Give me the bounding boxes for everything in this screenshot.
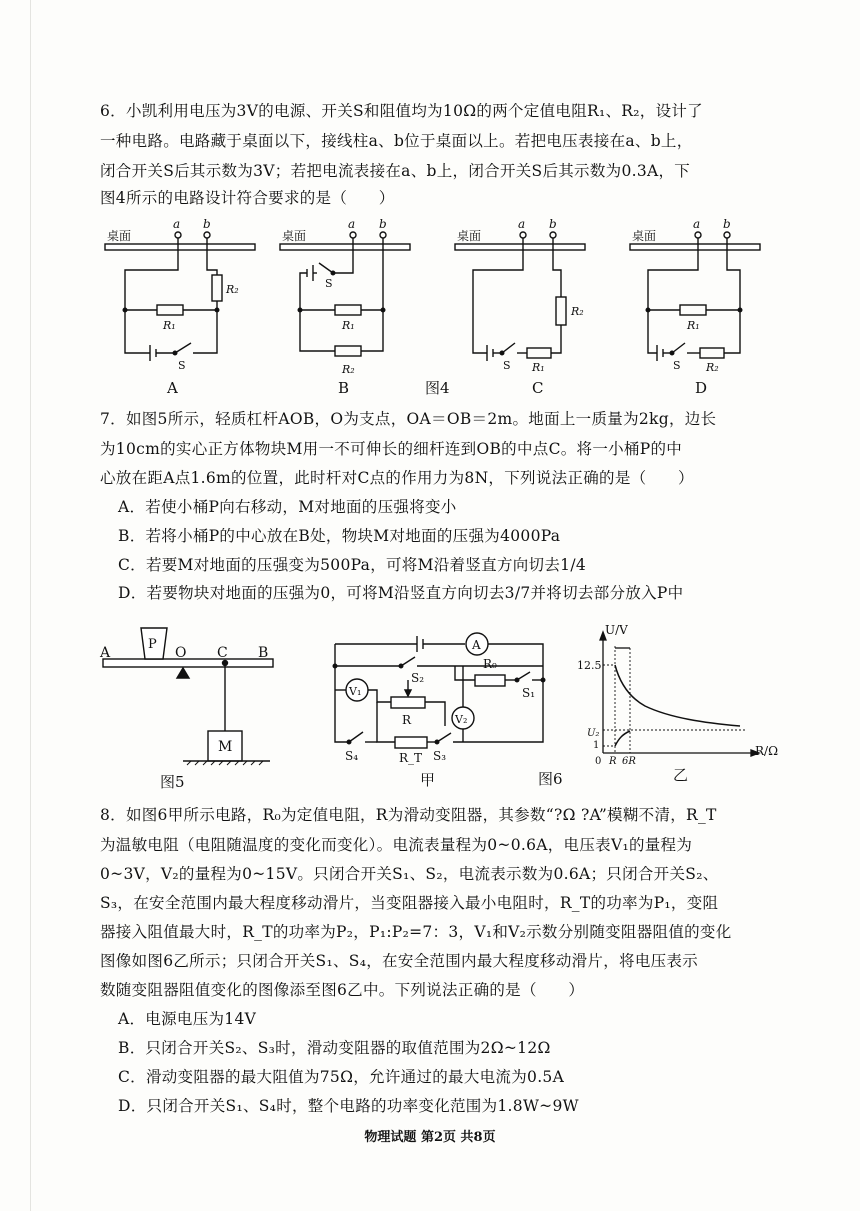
q7-line-3: 心放在距A点1.6m的位置，此时杆对C点的作用力为8N，下列说法正确的是（ ） bbox=[100, 469, 694, 487]
svg-text:0: 0 bbox=[595, 756, 602, 767]
svg-text:R_T: R_T bbox=[399, 751, 423, 765]
page-footer: 物理试题 第2页 共8页 bbox=[364, 1130, 496, 1145]
circuit-b bbox=[280, 217, 410, 397]
circuit-a bbox=[105, 217, 255, 397]
q6-line-2: 一种电路。电路藏于桌面以下，接线柱a、b位于桌面以上。若把电压表接在a、b上， bbox=[100, 132, 693, 150]
svg-text:R₂: R₂ bbox=[226, 283, 239, 296]
figure-6-jia-circuit bbox=[325, 620, 555, 790]
q7-option-c: C．若要M对地面的压强变为500Pa，可将M沿着竖直方向切去1/4 bbox=[118, 556, 587, 574]
q7-line-2: 为10cm的实心正方体物块M用一不可伸长的细杆连到OB的中点C。将一小桶P的中 bbox=[100, 440, 683, 458]
desk-label: 桌面 bbox=[107, 229, 132, 243]
q7-option-a: A．若使小桶P向右移动，M对地面的压强将变小 bbox=[118, 498, 457, 516]
svg-text:R₂: R₂ bbox=[706, 361, 719, 374]
fig6-jia-label: 甲 bbox=[420, 771, 436, 789]
circuit-c bbox=[455, 217, 585, 397]
svg-text:S: S bbox=[178, 359, 186, 372]
figure-6-caption: 图6 bbox=[538, 770, 563, 788]
svg-text:a: a bbox=[693, 217, 701, 231]
svg-text:12.5: 12.5 bbox=[577, 659, 602, 672]
svg-text:R₁: R₁ bbox=[163, 319, 176, 332]
svg-text:b: b bbox=[379, 217, 387, 231]
q7-option-d: D．若要物块对地面的压强为0，可将M沿竖直方向切去3/7并将切去部分放入P中 bbox=[118, 584, 684, 602]
bucket-label-p: P bbox=[148, 637, 157, 652]
q7-line-1: 7．如图5所示，轻质杠杆AOB，O为支点，OA＝OB＝2m。地面上一质量为2kg，边长 bbox=[100, 410, 717, 428]
svg-text:R₁: R₁ bbox=[687, 319, 700, 332]
q6-line-3: 闭合开关S后其示数为3V；若把电流表接在a、b上，闭合开关S后其示数为0.3A，下 bbox=[100, 162, 691, 180]
svg-text:S: S bbox=[325, 277, 333, 290]
q8-line-4: S₃，在安全范围内最大程度移动滑片，当变阻器接入最小电阻时，R_T的功率为P₁，变阻 bbox=[100, 894, 719, 912]
svg-text:R₂: R₂ bbox=[342, 363, 355, 376]
svg-text:b: b bbox=[203, 217, 211, 231]
figure-4-label: 图4 bbox=[425, 379, 450, 397]
q7-option-b: B．若将小桶P的中心放在B处，物块M对地面的压强为4000Pa bbox=[118, 527, 561, 545]
lever-label-c: C bbox=[217, 645, 228, 661]
figure-5-caption: 图5 bbox=[160, 773, 185, 790]
svg-text:R: R bbox=[609, 756, 617, 767]
svg-text:S₄: S₄ bbox=[345, 749, 359, 763]
svg-text:1: 1 bbox=[593, 740, 600, 751]
svg-text:R₁: R₁ bbox=[532, 361, 545, 374]
scan-edge bbox=[30, 0, 31, 1211]
q8-line-6: 图像如图6乙所示；只闭合开关S₁、S₄，在安全范围内最大程度移动滑片，将电压表示 bbox=[100, 952, 699, 970]
svg-text:桌面: 桌面 bbox=[282, 229, 307, 243]
svg-text:b: b bbox=[723, 217, 731, 231]
svg-text:桌面: 桌面 bbox=[632, 229, 657, 243]
caption-a: A bbox=[167, 379, 178, 397]
ammeter-label: A bbox=[472, 638, 481, 652]
svg-text:a: a bbox=[518, 217, 526, 231]
svg-text:U/V: U/V bbox=[605, 623, 628, 637]
figure-4-circuits bbox=[95, 215, 775, 400]
svg-text:R₂: R₂ bbox=[571, 305, 584, 318]
q8-line-5: 器接入阻值最大时，R_T的功率为P₂，P₁:P₂=7：3，V₁和V₂示数分别随变阻器阻值的变化 bbox=[100, 923, 732, 941]
figure-5-lever bbox=[95, 615, 290, 790]
svg-text:6R: 6R bbox=[622, 756, 636, 767]
lever-label-o: O bbox=[175, 645, 187, 661]
svg-text:桌面: 桌面 bbox=[457, 229, 482, 243]
q6-line-4: 图4所示的电路设计符合要求的是（ ） bbox=[100, 189, 395, 207]
svg-text:R: R bbox=[402, 713, 412, 727]
lever-label-a: A bbox=[100, 645, 111, 661]
svg-text:S₁: S₁ bbox=[522, 686, 536, 700]
svg-text:S: S bbox=[673, 359, 681, 372]
q8-line-3: 0~3V，V₂的量程为0~15V。只闭合开关S₁、S₂，电流表示数为0.6A；只闭合开关S₂、 bbox=[100, 865, 719, 883]
svg-text:V₂: V₂ bbox=[455, 713, 468, 726]
lever-label-b: B bbox=[258, 645, 269, 661]
q8-option-a: A．电源电压为14V bbox=[118, 1010, 257, 1028]
q8-line-7: 数随变阻器阻值变化的图像添至图6乙中。下列说法正确的是（ ） bbox=[100, 981, 585, 999]
svg-text:S₂: S₂ bbox=[411, 671, 425, 685]
svg-text:R/Ω: R/Ω bbox=[755, 744, 779, 758]
svg-text:R₁: R₁ bbox=[342, 319, 355, 332]
circuit-d bbox=[630, 217, 760, 397]
q8-option-d: D．只闭合开关S₁、S₄时，整个电路的功率变化范围为1.8W~9W bbox=[118, 1097, 579, 1115]
svg-text:R₀: R₀ bbox=[483, 657, 497, 671]
q8-option-c: C．滑动变阻器的最大阻值为75Ω，允许通过的最大电流为0.5A bbox=[118, 1068, 565, 1086]
figure-6-yi-graph bbox=[575, 618, 785, 793]
svg-text:S₃: S₃ bbox=[433, 749, 447, 763]
q8-line-2: 为温敏电阻（电阻随温度的变化而变化）。电流表量程为0~0.6A，电压表V₁的量程为 bbox=[100, 836, 693, 854]
q6-line-1: 6．小凯利用电压为3V的电源、开关S和阻值均为10Ω的两个定值电阻R₁、R₂，设计了 bbox=[100, 102, 703, 120]
caption-d: D bbox=[695, 379, 708, 397]
svg-text:a: a bbox=[173, 217, 181, 231]
svg-text:V₁: V₁ bbox=[349, 685, 362, 698]
block-label-m: M bbox=[218, 739, 233, 755]
svg-text:S: S bbox=[503, 359, 511, 372]
q8-line-1: 8．如图6甲所示电路，R₀为定值电阻，R为滑动变阻器，其参数“?Ω ?A”模糊不清，R_T bbox=[100, 806, 717, 824]
caption-b: B bbox=[338, 379, 350, 397]
q8-option-b: B．只闭合开关S₂、S₃时，滑动变阻器的取值范围为2Ω~12Ω bbox=[118, 1039, 551, 1057]
svg-text:U₂: U₂ bbox=[587, 728, 600, 739]
svg-text:a: a bbox=[348, 217, 356, 231]
fig6-yi-label: 乙 bbox=[673, 766, 689, 784]
caption-c: C bbox=[532, 379, 544, 397]
svg-text:b: b bbox=[549, 217, 557, 231]
